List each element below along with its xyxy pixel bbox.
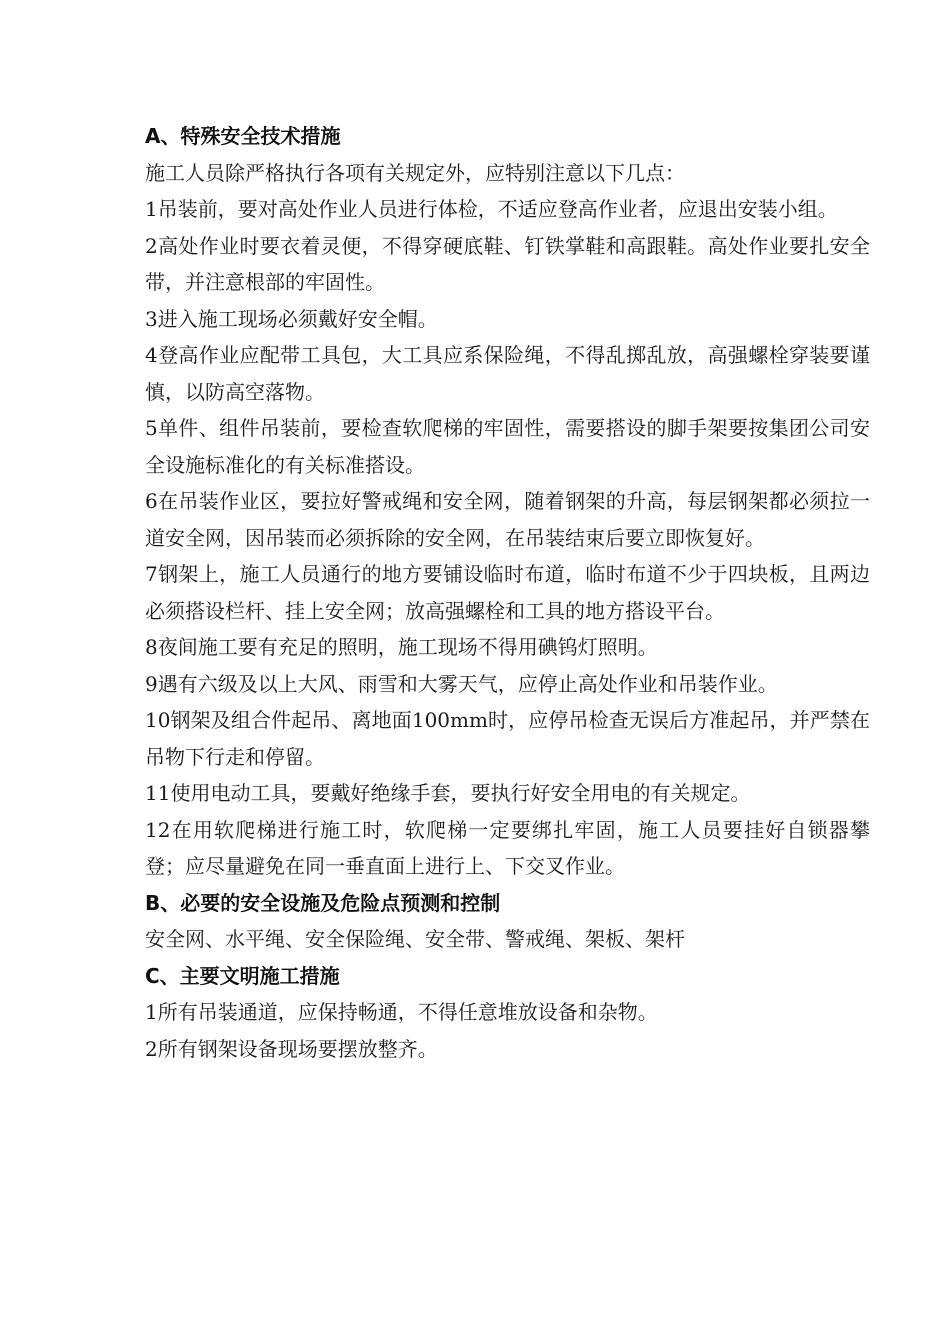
- section-a-item-6: 6在吊装作业区，要拉好警戒绳和安全网，随着钢架的升高，每层钢架都必须拉一道安全网，因吊装而必须拆除的安全网，在吊装结束后要立即恢复好。: [145, 489, 870, 550]
- section-a-item-3: 3进入施工现场必须戴好安全帽。: [145, 306, 438, 331]
- section-a-item-1: 1吊装前，要对高处作业人员进行体检，不适应登高作业者，应退出安装小组。: [145, 197, 838, 221]
- section-a-item-5: 5单件、组件吊装前，要检查软爬梯的牢固性，需要搭设的脚手架要按集团公司安全设施标准化的有关标准搭设。: [145, 416, 870, 477]
- document-body: [145, 118, 870, 1067]
- section-a-item-9: 9遇有六级及以上大风、雨雪和大雾天气，应停止高处作业和吊装作业。: [145, 671, 778, 696]
- section-c-item-1: 1所有吊装通道，应保持畅通，不得任意堆放设备和杂物。: [145, 1000, 658, 1024]
- section-a-item-8: 8夜间施工要有充足的照明，施工现场不得用碘钨灯照明。: [145, 635, 658, 659]
- section-a-item-4: 4登高作业应配带工具包，大工具应系保险绳，不得乱掷乱放，高强螺栓穿装要谨慎，以防高空落物。: [145, 343, 870, 404]
- section-b-heading: B、必要的安全设施及危险点预测和控制: [145, 890, 501, 915]
- section-a-item-10: 10钢架及组合件起吊、离地面100mm时，应停吊检查无误后方准起吊，并严禁在吊物下行走和停留。: [145, 708, 870, 769]
- section-b-body: 安全网、水平绳、安全保险绳、安全带、警戒绳、架板、架杆: [145, 927, 685, 951]
- section-a-item-11: 11使用电动工具，要戴好绝缘手套，要执行好安全用电的有关规定。: [145, 781, 751, 805]
- section-c-heading: C、主要文明施工措施: [145, 963, 340, 988]
- section-a-item-7: 7钢架上，施工人员通行的地方要铺设临时布道，临时布道不少于四块板，且两边必须搭设栏杆、挂上安全网；放高强螺栓和工具的地方搭设平台。: [145, 562, 870, 623]
- section-c-item-2: 2所有钢架设备现场要摆放整齐。: [145, 1036, 438, 1061]
- section-a-intro: 施工人员除严格执行各项有关规定外，应特别注意以下几点：: [145, 160, 685, 185]
- section-a-item-12: 12在用软爬梯进行施工时，软爬梯一定要绑扎牢固，施工人员要挂好自锁器攀登；应尽量避免在同一垂直面上进行上、下交叉作业。: [145, 817, 870, 878]
- section-a-heading: A、特殊安全技术措施: [145, 124, 341, 148]
- section-a-item-2: 2高处作业时要衣着灵便，不得穿硬底鞋、钉铁掌鞋和高跟鞋。高处作业要扎安全带，并注意根部的牢固性。: [145, 233, 870, 294]
